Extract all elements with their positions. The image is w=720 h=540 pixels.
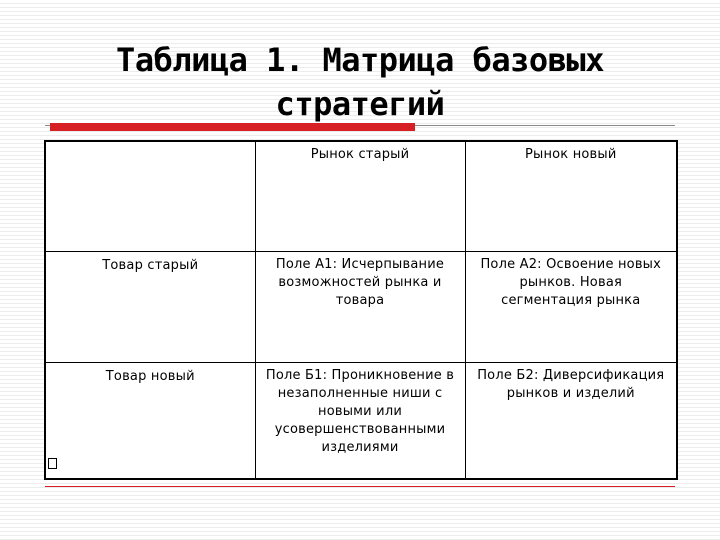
strategy-matrix-table (44, 140, 678, 480)
cell-field-b1: Поле Б1: Проникновение в незаполненные ниши с новыми или усовершенствованными изделиями (255, 362, 465, 479)
title-accent-bar (50, 123, 415, 131)
row-header-new-product: Товар новый (45, 362, 255, 479)
title-line-1: Таблица 1. Матрица базовых (116, 41, 604, 79)
column-header-old-market: Рынок старый (255, 141, 465, 251)
bottom-accent-rule (45, 486, 675, 487)
cell-field-b2: Поле Б2: Диверсификация рынков и изделий (465, 362, 677, 479)
square-bullet-icon (48, 458, 57, 469)
column-header-new-market: Рынок новый (465, 141, 677, 251)
cell-field-a2: Поле А2: Освоение новых рынков. Новая сегментация рынка (465, 251, 677, 362)
table-row (45, 251, 677, 362)
table-corner-cell (45, 141, 255, 251)
table-row (45, 362, 677, 479)
table-header-row (45, 141, 677, 251)
slide-title (60, 38, 660, 126)
row-header-old-product: Товар старый (45, 251, 255, 362)
title-line-2: стратегий (275, 85, 445, 123)
cell-field-a1: Поле А1: Исчерпывание возможностей рынка и товара (255, 251, 465, 362)
